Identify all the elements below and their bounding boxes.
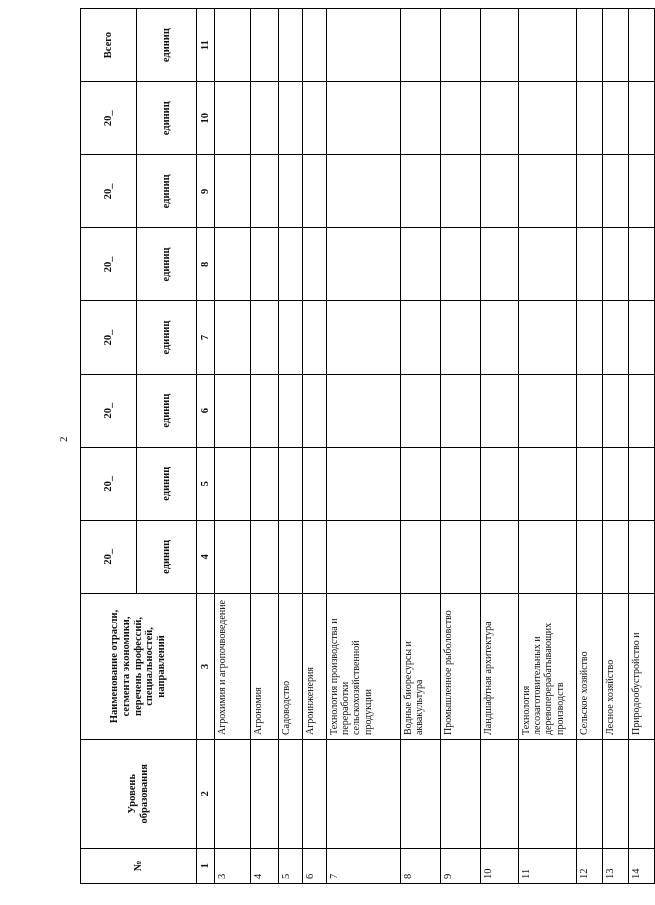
column-number: 1	[197, 848, 215, 883]
value-cell	[327, 374, 401, 447]
value-cell	[519, 520, 577, 593]
value-cell	[481, 447, 519, 520]
education-level-cell	[577, 740, 603, 849]
table-row	[401, 9, 441, 884]
value-cell	[215, 374, 251, 447]
table-row	[215, 9, 251, 884]
specialty-name: Ландшафтная архитектура	[481, 593, 519, 739]
education-level-cell	[401, 740, 441, 849]
table-row	[519, 9, 577, 884]
rotated-page	[80, 8, 642, 884]
education-level-cell	[303, 740, 327, 849]
value-cell	[519, 9, 577, 82]
column-number: 5	[197, 447, 215, 520]
header-year-1: 20_	[81, 520, 137, 593]
specialty-name: Агрохимия и агропочвоведение	[215, 593, 251, 739]
value-cell	[401, 155, 441, 228]
row-number: 5	[279, 848, 303, 883]
unit-label: единиц	[137, 228, 197, 301]
value-cell	[577, 374, 603, 447]
value-cell	[215, 155, 251, 228]
value-cell	[577, 228, 603, 301]
table-row	[629, 9, 655, 884]
row-number: 13	[603, 848, 629, 883]
value-cell	[279, 82, 303, 155]
value-cell	[577, 155, 603, 228]
value-cell	[401, 9, 441, 82]
value-cell	[215, 9, 251, 82]
specialty-name: Сельское хозяйство	[577, 593, 603, 739]
unit-label: единиц	[137, 374, 197, 447]
value-cell	[577, 9, 603, 82]
unit-label: единиц	[137, 155, 197, 228]
value-cell	[279, 374, 303, 447]
value-cell	[481, 520, 519, 593]
specialty-name: Природообустройство и	[629, 593, 655, 739]
value-cell	[279, 9, 303, 82]
column-number: 11	[197, 9, 215, 82]
value-cell	[401, 82, 441, 155]
value-cell	[481, 301, 519, 374]
specialty-name: Агроинженерия	[303, 593, 327, 739]
data-table	[80, 8, 655, 884]
value-cell	[303, 447, 327, 520]
value-cell	[327, 155, 401, 228]
header-level: Уровень образования	[81, 740, 197, 849]
value-cell	[441, 520, 481, 593]
header-total: Всего	[81, 9, 137, 82]
header-year-2: 20_	[81, 447, 137, 520]
value-cell	[441, 447, 481, 520]
value-cell	[577, 447, 603, 520]
unit-label: единиц	[137, 520, 197, 593]
value-cell	[279, 301, 303, 374]
value-cell	[629, 82, 655, 155]
header-year-7: 20_	[81, 82, 137, 155]
value-cell	[279, 155, 303, 228]
value-cell	[603, 520, 629, 593]
value-cell	[303, 228, 327, 301]
value-cell	[519, 374, 577, 447]
value-cell	[279, 520, 303, 593]
value-cell	[303, 520, 327, 593]
value-cell	[519, 447, 577, 520]
specialty-name: Промышленное рыболовство	[441, 593, 481, 739]
table-row	[577, 9, 603, 884]
value-cell	[401, 520, 441, 593]
specialty-name: Технология лесозаготовительных и деревоперерабатывающих производств	[519, 593, 577, 739]
table-row	[441, 9, 481, 884]
value-cell	[251, 82, 279, 155]
value-cell	[603, 82, 629, 155]
value-cell	[215, 447, 251, 520]
value-cell	[603, 9, 629, 82]
value-cell	[401, 228, 441, 301]
value-cell	[327, 520, 401, 593]
specialty-name: Садоводство	[279, 593, 303, 739]
column-number: 2	[197, 740, 215, 849]
specialty-name: Лесное хозяйство	[603, 593, 629, 739]
unit-label: единиц	[137, 82, 197, 155]
unit-label: единиц	[137, 447, 197, 520]
value-cell	[303, 301, 327, 374]
value-cell	[481, 228, 519, 301]
value-cell	[577, 301, 603, 374]
value-cell	[401, 301, 441, 374]
column-number: 9	[197, 155, 215, 228]
row-number: 4	[251, 848, 279, 883]
row-number: 9	[441, 848, 481, 883]
education-level-cell	[481, 740, 519, 849]
unit-label: единиц	[137, 301, 197, 374]
value-cell	[519, 82, 577, 155]
value-cell	[327, 228, 401, 301]
value-cell	[215, 520, 251, 593]
column-number: 4	[197, 520, 215, 593]
table-wrapper	[80, 8, 642, 884]
value-cell	[303, 9, 327, 82]
education-level-cell	[603, 740, 629, 849]
page-number: 2	[58, 436, 70, 442]
value-cell	[629, 155, 655, 228]
value-cell	[251, 301, 279, 374]
education-level-cell	[629, 740, 655, 849]
value-cell	[251, 155, 279, 228]
value-cell	[279, 447, 303, 520]
value-cell	[215, 301, 251, 374]
header-year-6: 20_	[81, 155, 137, 228]
header-name: Наименование отрасли, сегмента экономики, перечень профессий, специальностей, направлений	[81, 593, 197, 739]
column-number: 10	[197, 82, 215, 155]
table-row	[327, 9, 401, 884]
value-cell	[629, 301, 655, 374]
value-cell	[327, 9, 401, 82]
value-cell	[251, 9, 279, 82]
row-number: 12	[577, 848, 603, 883]
column-number: 7	[197, 301, 215, 374]
value-cell	[629, 9, 655, 82]
value-cell	[251, 228, 279, 301]
value-cell	[279, 228, 303, 301]
specialty-name: Агрономия	[251, 593, 279, 739]
value-cell	[327, 447, 401, 520]
row-number: 3	[215, 848, 251, 883]
value-cell	[327, 301, 401, 374]
value-cell	[629, 228, 655, 301]
table-row	[251, 9, 279, 884]
column-number: 3	[197, 593, 215, 739]
value-cell	[481, 155, 519, 228]
value-cell	[603, 374, 629, 447]
value-cell	[577, 82, 603, 155]
column-number: 8	[197, 228, 215, 301]
value-cell	[401, 447, 441, 520]
row-number: 10	[481, 848, 519, 883]
education-level-cell	[327, 740, 401, 849]
value-cell	[251, 447, 279, 520]
header-year-4: 20_	[81, 301, 137, 374]
value-cell	[303, 155, 327, 228]
education-level-cell	[519, 740, 577, 849]
value-cell	[327, 82, 401, 155]
unit-label: единиц	[137, 9, 197, 82]
value-cell	[441, 82, 481, 155]
row-number: 11	[519, 848, 577, 883]
header-num: №	[81, 848, 197, 883]
row-number: 14	[629, 848, 655, 883]
value-cell	[441, 9, 481, 82]
value-cell	[603, 228, 629, 301]
value-cell	[215, 82, 251, 155]
value-cell	[251, 520, 279, 593]
row-number: 8	[401, 848, 441, 883]
header-year-5: 20_	[81, 228, 137, 301]
row-number: 7	[327, 848, 401, 883]
education-level-cell	[279, 740, 303, 849]
specialty-name: Технология производства и переработки сельскохозяйственной продукции	[327, 593, 401, 739]
value-cell	[251, 374, 279, 447]
column-number: 6	[197, 374, 215, 447]
table-row	[481, 9, 519, 884]
value-cell	[629, 447, 655, 520]
value-cell	[519, 228, 577, 301]
value-cell	[215, 228, 251, 301]
value-cell	[519, 301, 577, 374]
specialty-name: Водные биоресурсы и аквакультура	[401, 593, 441, 739]
value-cell	[481, 374, 519, 447]
value-cell	[481, 82, 519, 155]
education-level-cell	[215, 740, 251, 849]
value-cell	[441, 374, 481, 447]
value-cell	[441, 228, 481, 301]
value-cell	[401, 374, 441, 447]
value-cell	[603, 155, 629, 228]
table-row	[303, 9, 327, 884]
value-cell	[303, 374, 327, 447]
education-level-cell	[441, 740, 481, 849]
value-cell	[629, 520, 655, 593]
value-cell	[603, 447, 629, 520]
value-cell	[519, 155, 577, 228]
value-cell	[303, 82, 327, 155]
row-number: 6	[303, 848, 327, 883]
table-row	[603, 9, 629, 884]
table-row	[279, 9, 303, 884]
value-cell	[603, 301, 629, 374]
value-cell	[481, 9, 519, 82]
education-level-cell	[251, 740, 279, 849]
value-cell	[441, 301, 481, 374]
value-cell	[629, 374, 655, 447]
value-cell	[577, 520, 603, 593]
value-cell	[441, 155, 481, 228]
header-year-3: 20_	[81, 374, 137, 447]
